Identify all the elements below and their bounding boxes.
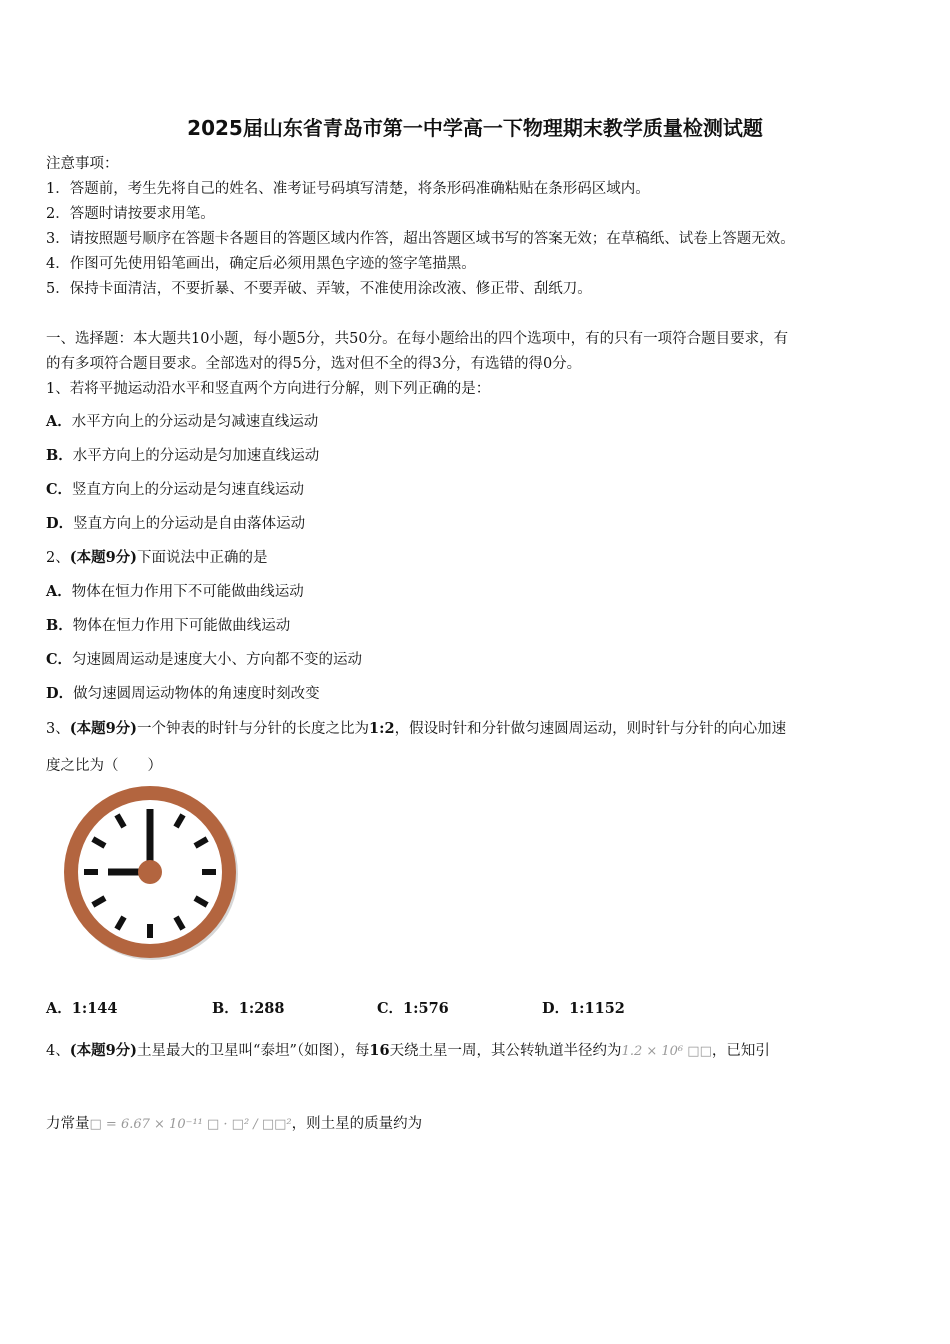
- section-instructions-line2: 的有多项符合题目要求。全部选对的得5分，选对但不全的得3分，有选错的得0分。: [46, 356, 582, 372]
- q1-option-b: B．水平方向上的分运动是匀加速直线运动: [46, 447, 320, 464]
- q1-option-d: D．竖直方向上的分运动是自由落体运动: [46, 515, 306, 532]
- note-item: 5．保持卡面清洁，不要折暴、不要弄破、弄皱，不准使用涂改液、修正带、刮纸刀。: [46, 281, 592, 297]
- q3-stem-line1: 3、(本题9分)一个钟表的时针与分针的长度之比为1:2，假设时针和分针做匀速圆周运动，则时针与分针的向心加速: [46, 720, 787, 737]
- q1-option-c: C．竖直方向上的分运动是匀速直线运动: [46, 481, 305, 498]
- q3-option-d: D．1:1152: [542, 1000, 625, 1017]
- clock-hour-mark: [202, 869, 216, 875]
- q4-stem-line1: 4、(本题9分)土星最大的卫星叫“泰坦”（如图），每16天绕土星一周，其公转轨道半径约为1.2 × 10⁶ □□，已知引: [46, 1042, 770, 1059]
- note-item: 4．作图可先使用铅笔画出，确定后必须用黑色字迹的签字笔描黑。: [46, 256, 476, 272]
- q1-option-a: A．水平方向上的分运动是匀减速直线运动: [46, 413, 319, 430]
- q1-stem: 1、若将平抛运动沿水平和竖直两个方向进行分解，则下列正确的是：: [46, 381, 491, 397]
- clock-hour-mark: [84, 869, 98, 875]
- q2-option-a: A．物体在恒力作用下不可能做曲线运动: [46, 583, 304, 600]
- q3-option-b: B．1:288: [212, 1000, 285, 1017]
- q2-option-c: C．匀速圆周运动是速度大小、方向都不变的运动: [46, 651, 363, 668]
- radius-formula: 1.2 × 10⁶ □□: [621, 1044, 712, 1059]
- section-instructions-line1: 一、选择题：本大题共10小题，每小题5分，共50分。在每小题给出的四个选项中，有的只有一项符合题目要求，有: [46, 331, 789, 347]
- clock-figure: [58, 786, 240, 960]
- q3-stem-line2: 度之比为（ ）: [46, 758, 162, 774]
- q2-stem: 2、(本题9分)下面说法中正确的是: [46, 549, 268, 566]
- note-item: 2．答题时请按要求用笔。: [46, 206, 215, 222]
- clock-hour-mark: [147, 924, 153, 938]
- q2-option-b: B．物体在恒力作用下可能做曲线运动: [46, 617, 291, 634]
- gravitational-constant-formula: □ = 6.67 × 10⁻¹¹ □ · □² / □□²: [89, 1117, 292, 1132]
- q3-option-a: A．1:144: [46, 1000, 118, 1017]
- note-item: 3．请按照题号顺序在答题卡各题目的答题区域内作答，超出答题区域书写的答案无效；在草稿纸、试卷上答题无效。: [46, 231, 795, 247]
- q3-option-c: C．1:576: [377, 1000, 449, 1017]
- note-item: 1．答题前，考生先将自己的姓名、准考证号码填写清楚，将条形码准确粘贴在条形码区域内。: [46, 181, 650, 197]
- clock-center-hub: [138, 860, 162, 884]
- notes-heading: 注意事项：: [46, 156, 119, 172]
- q4-stem-line2: 力常量□ = 6.67 × 10⁻¹¹ □ · □² / □□²，则土星的质量约为: [46, 1116, 423, 1132]
- page-title: 2025届山东省青岛市第一中学高一下物理期末教学质量检测试题: [187, 116, 763, 140]
- q2-option-d: D．做匀速圆周运动物体的角速度时刻改变: [46, 685, 320, 702]
